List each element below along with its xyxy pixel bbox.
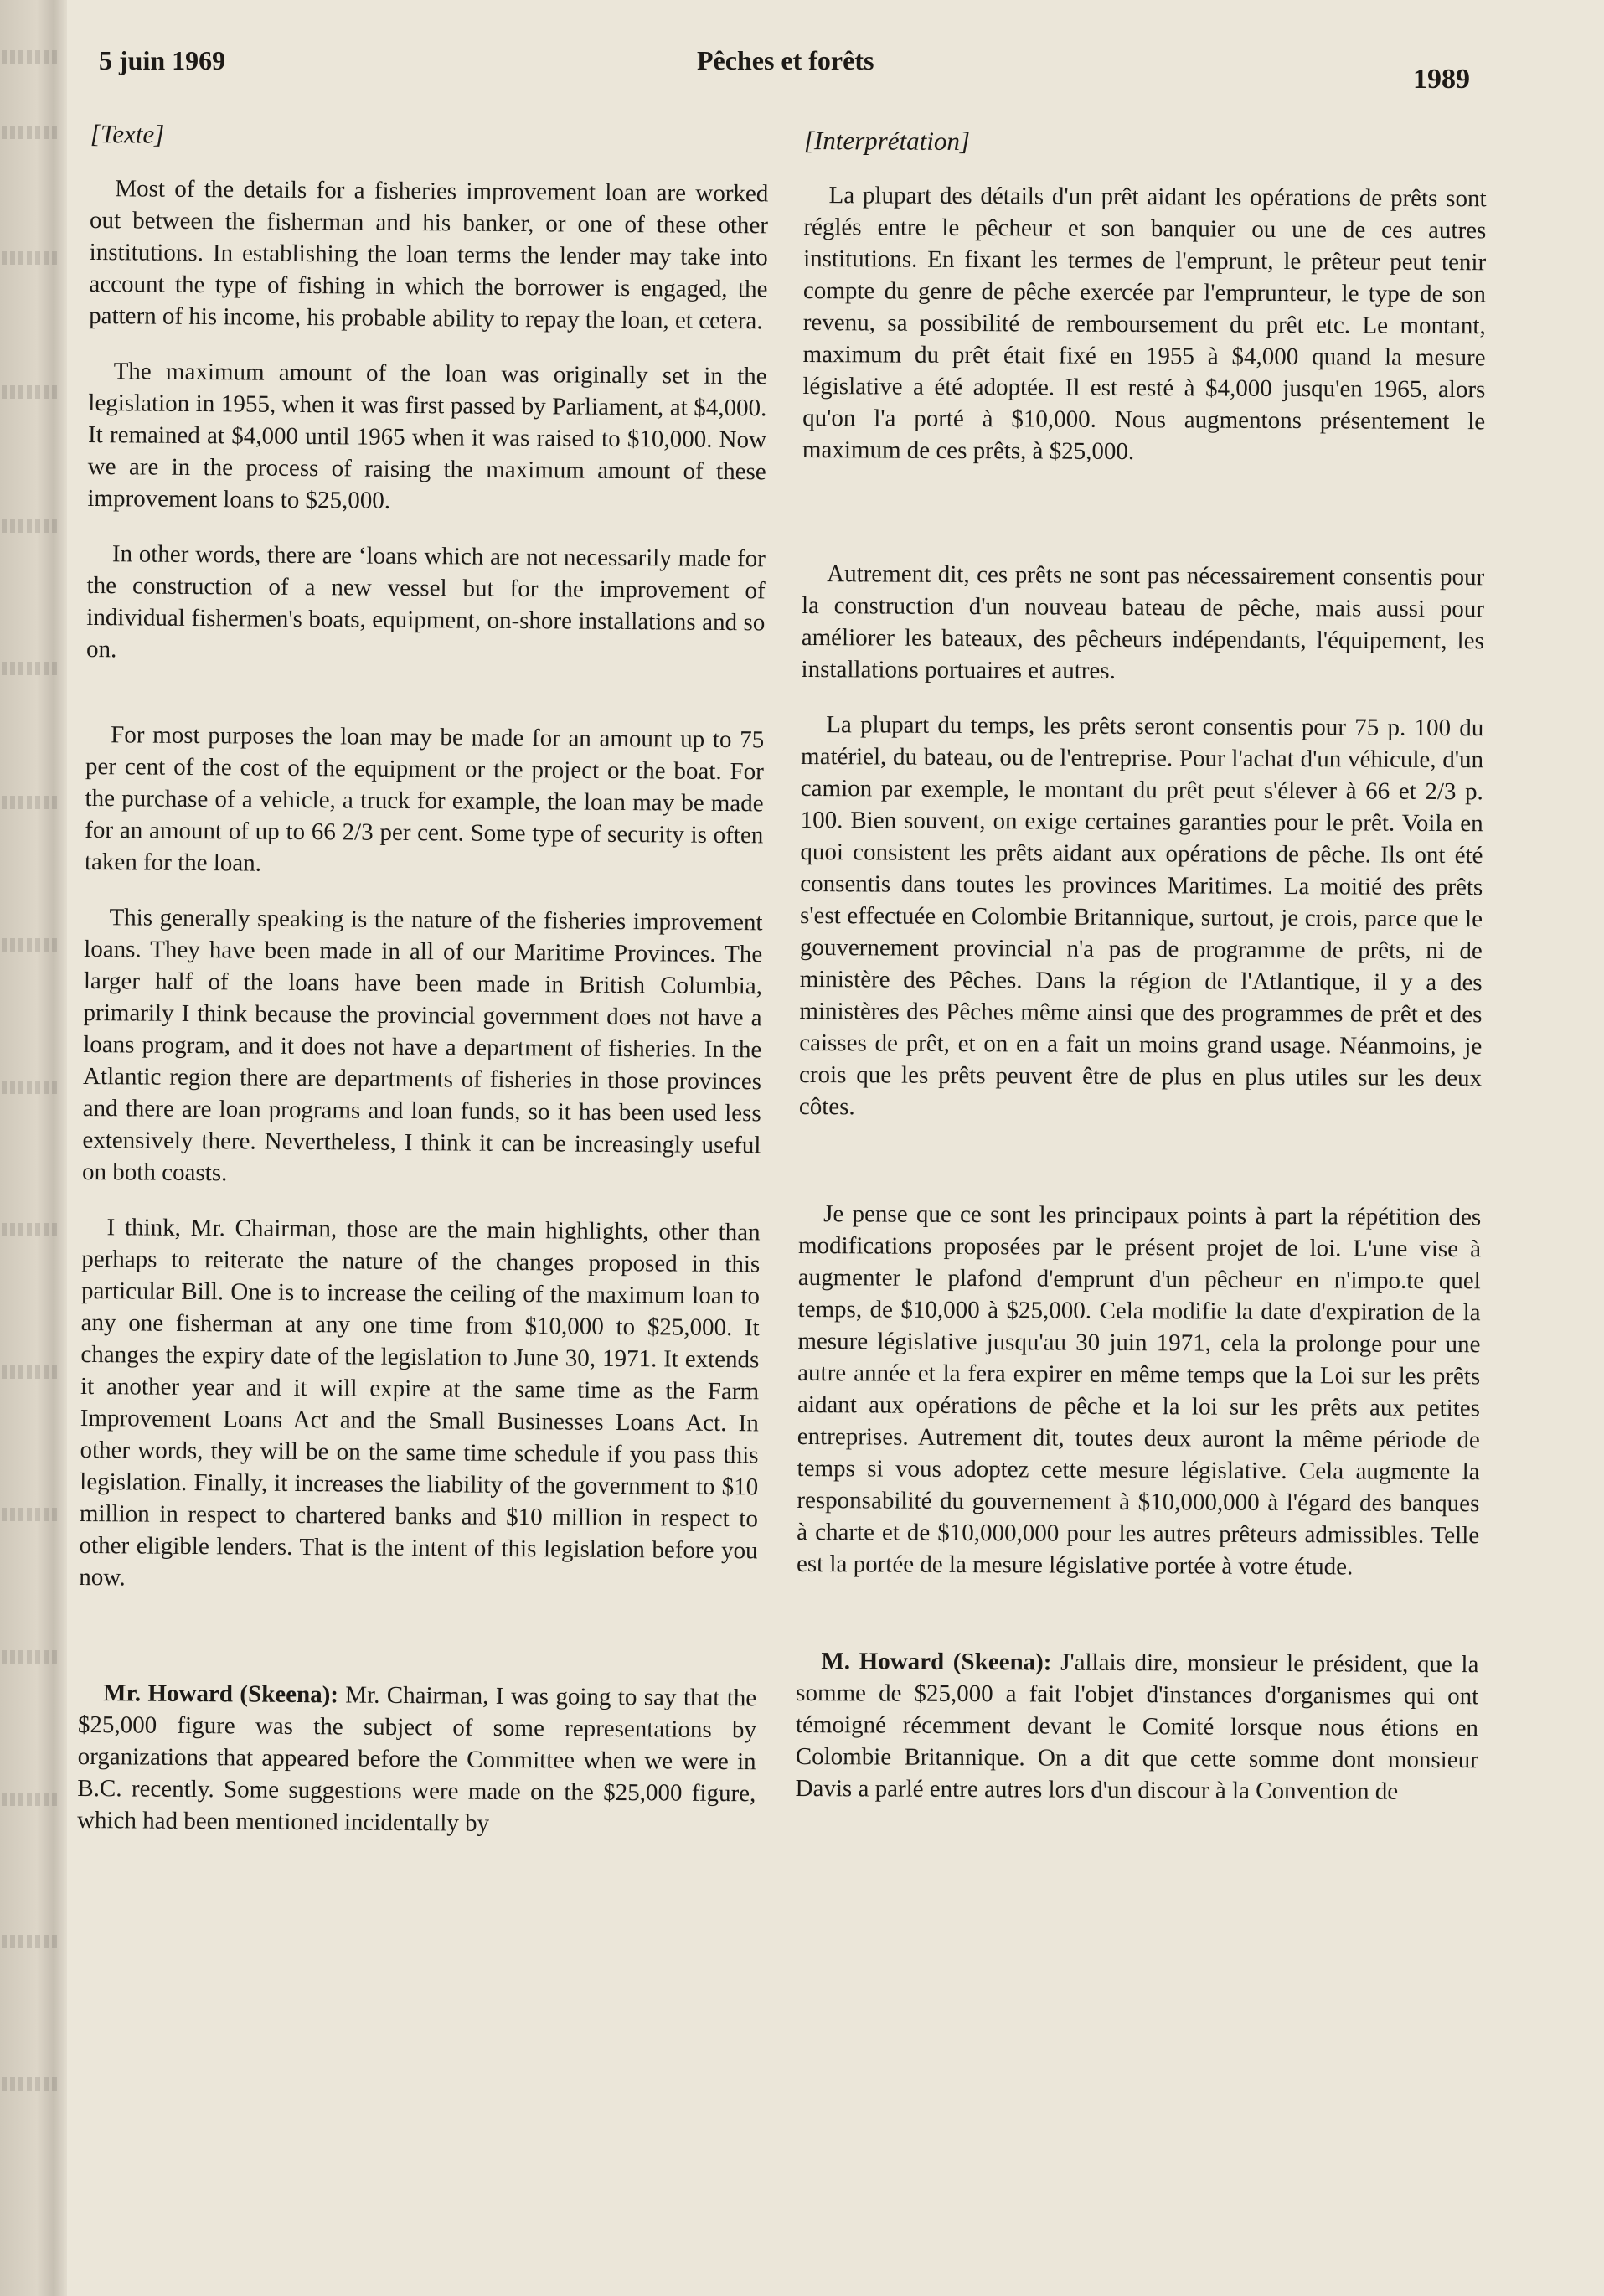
section-label-interpretation: [Interprétation] bbox=[803, 126, 971, 157]
page-number: 1989 bbox=[1413, 64, 1470, 95]
speaker-paragraph bbox=[796, 1645, 1479, 1808]
paragraph: La plupart du temps, les prêts seront consentis pour 75 p. 100 du matériel, du bateau, ou de l'entreprise. Pour l'achat d'un véhicule, d'un camion par exemple, le montant du prêt peut s'élever à 66 et 2/3 p. 100. Bien souvent, on exige certaines garanties pour le prêt. Voila en quoi consistent les prêts aidant aux opérations de pêche. Ils ont été consentis dans toutes les provinces Maritimes. La moitié des prêts s'est effectuée en Colombie Britannique, surtout, je crois, parce que le gouvernement provincial n'a pas de programme de prêts, ni de ministère des Pêches. Dans la région de l'Atlantique, il y a des ministères des Pêches même ainsi que des programmes de prêt et des caisses de prêt, et on en a fait un moins grand usage. Néanmoins, je crois que les prêts peuvent être de plus en plus utiles sur les deux côtes. bbox=[798, 711, 1484, 1121]
bleed-through-text bbox=[2, 1081, 60, 1094]
bleed-through-text bbox=[2, 1223, 60, 1236]
bleed-through-text bbox=[2, 938, 60, 952]
english-text-column bbox=[77, 119, 769, 1841]
paragraph: In other words, there are ‘loans which are not necessarily made for the construction of a new vessel but for the improvement of individual fishermen's boats, equipment, on-shore installations and so on. bbox=[85, 540, 766, 663]
bleed-through-text bbox=[2, 1793, 60, 1806]
speaker-name: Mr. Howard (Skeena): bbox=[103, 1679, 339, 1709]
speaker-name: M. Howard (Skeena): bbox=[821, 1648, 1052, 1676]
bleed-through-text bbox=[2, 126, 60, 139]
bleed-through-text bbox=[2, 662, 60, 675]
paragraph: Most of the details for a fisheries improvement loan are worked out between the fisherman and his banker, or one of these other institutions. In establishing the loan terms the lender may take into account the type of fishing in which the borrower is engaged, the pattern of his income, his probable ability to repay the loan, et cetera. bbox=[89, 175, 769, 335]
book-gutter bbox=[0, 0, 67, 2296]
paragraph: This generally speaking is the nature of the fisheries improvement loans. They have been made in all of our Maritime Provinces. The larger half of the loans have been made in British Columbia, primarily I think because the provincial government does not have a loans program, and it does not have a department of fisheries. In the Atlantic region there are departments of fisheries in those provinces and there are loan programs and loan funds, so it has been used less extensively there. Nevertheless, I think it can be increasingly useful on both coasts. bbox=[82, 904, 763, 1187]
document-page bbox=[67, 0, 1604, 2296]
bleed-through-text bbox=[2, 2077, 60, 2091]
running-header-date: 5 juin 1969 bbox=[99, 45, 226, 75]
speaker-text: Mr. Chairman, I was going to say that the $25,000 figure was the subject of some representations by organizations that appeared before the Committee when we were in B.C. recently. Some suggestions were made on the $25,000 figure, which had been mentioned incidentally by bbox=[76, 1681, 757, 1837]
paragraph: Autrement dit, ces prêts ne sont pas nécessairement consentis pour la construction d'un nouveau bateau de pêche, mais aussi pour améliorer les bateaux, des pêcheurs indépendants, l'équipement, les installations portuaires et autres. bbox=[801, 560, 1485, 684]
bleed-through-text bbox=[2, 1508, 60, 1521]
speaker-text: J'allais dire, monsieur le président, que la somme de $25,000 a fait l'objet d'instances d'organismes qui ont témoigné récemment devant le Comité lorsque nous étions en Colombie Britannique. On a dit que cette somme dont monsieur Davis a parlé entre autres lors d'un discour à la Convention de bbox=[795, 1648, 1479, 1805]
speaker-paragraph bbox=[77, 1677, 756, 1841]
bleed-through-text bbox=[2, 1935, 60, 1948]
bleed-through-text bbox=[2, 1365, 60, 1379]
bleed-through-text bbox=[2, 519, 60, 533]
paragraph: La plupart des détails d'un prêt aidant les opérations de prêts sont réglés entre le pêcheur et son banquier ou une de ces autres institutions. En fixant les termes de l'emprunt, le prêteur peut tenir compte du genre de pêche exercée par l'emprunteur, le type de son revenu, sa possibilité de remboursement du prêt etc. Le montant, maximum du prêt était fixé en 1955 à $4,000 quand la mesure législative a été adoptée. Il est resté à $4,000 jusqu'en 1965, alors qu'on l'a porté à $10,000. Nous augmentons présentement le maximum de ces prêts, à $25,000. bbox=[802, 182, 1487, 466]
paragraph: For most purposes the loan may be made for an amount up to 75 per cent of the cost of the equipment or the project or the boat. For the purchase of a vehicle, a truck for example, the loan may be made for an amount of up to 66 2/3 per cent. Some type of security is often taken for the loan. bbox=[84, 721, 765, 877]
paragraph: The maximum amount of the loan was originally set in the legislation in 1955, when it was first passed by Parliament, at $4,000. It remained at $4,000 until 1965 when it was raised to $10,000. Now we are in the process of raising the maximum amount of these improvement loans to $25,000. bbox=[87, 358, 767, 514]
running-header-title: Pêches et forêts bbox=[697, 45, 874, 75]
section-label-texte: [Texte] bbox=[90, 119, 165, 149]
bleed-through-text bbox=[2, 385, 60, 399]
bleed-through-text bbox=[2, 796, 60, 809]
bleed-through-text bbox=[2, 1650, 60, 1664]
bleed-through-text bbox=[2, 50, 60, 64]
french-text-column bbox=[796, 126, 1487, 1808]
bleed-through-text bbox=[2, 251, 60, 265]
paragraph: Je pense que ce sont les principaux points à part la répétition des modifications proposées par le présent projet de loi. L'une vise à augmenter le plafond d'emprunt d'un pêcheur en n'impo.te quel temps, de $10,000 à $25,000. Cela modifie la date d'expiration de la mesure législative jusqu'au 30 juin 1971, cela la prolonge pour une autre année et la fera expirer en même temps que la Loi sur les prêts aidant aux opérations de pêche et la loi sur les prêts aux petites entreprises. Autrement dit, toutes deux auront la même période de temps si vous adoptez cette mesure législative. Cela augmente la responsabilité du gouvernement à $10,000,000 à l'égard des banques à charte et de $10,000,000 pour les autres prêteurs admissibles. Telle est la portée de la mesure législative portée à votre étude. bbox=[796, 1200, 1482, 1581]
paragraph: I think, Mr. Chairman, those are the main highlights, other than perhaps to reiterate the nature of the changes proposed in this particular Bill. One is to increase the ceiling of the maximum loan to any one fisherman at any one time from $10,000 to $25,000. It changes the expiry date of the legislation to June 30, 1971. It extends it another year and it will expire at the same time as the Farm Improvement Loans Act and the Small Businesses Loans Act. In other words, they will be on the same time schedule if you pass this legislation. Finally, it increases the liability of the government to $10 million in respect to chartered banks and $10 million in respect to other eligible lenders. That is the intent of this legislation before you now. bbox=[79, 1214, 761, 1592]
